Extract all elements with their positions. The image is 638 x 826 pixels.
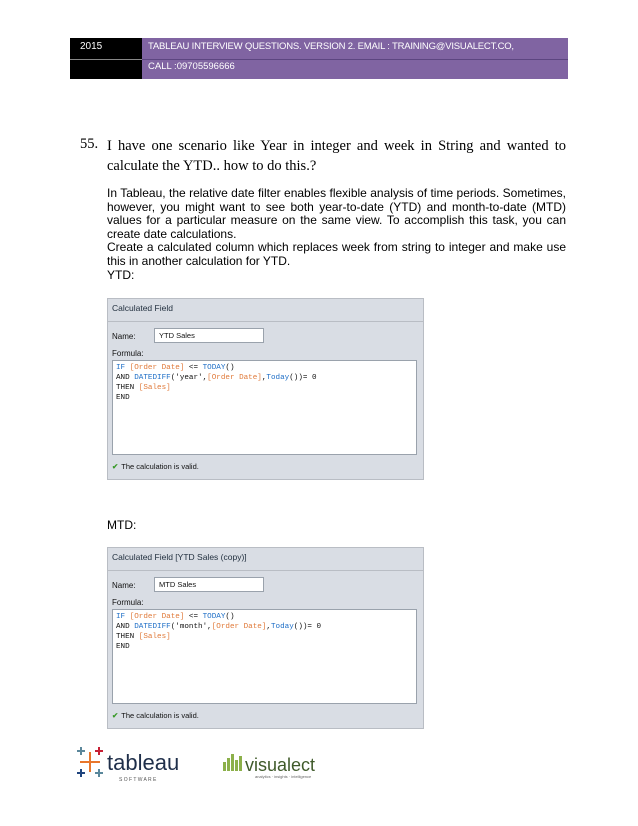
footer-logos xyxy=(75,744,375,784)
mtd-label: MTD: xyxy=(107,518,137,532)
visualect-subtitle: analytics · insights · intelligence xyxy=(255,774,312,779)
name-label: Name: xyxy=(112,332,136,341)
dialog-divider xyxy=(108,570,423,571)
header-title-divider xyxy=(142,59,568,60)
dialog-divider xyxy=(108,321,423,322)
question-text: I have one scenario like Year in integer and week in String and wanted to calculate the YTD.. how to do this.? xyxy=(107,138,566,174)
header-divider xyxy=(70,59,142,60)
header-year: 2015 xyxy=(80,41,103,52)
name-label: Name: xyxy=(112,581,136,590)
header-title-line1: TABLEAU INTERVIEW QUESTIONS. VERSION 2. EMAIL : TRAINING@VISUALECT.CO, xyxy=(148,41,514,52)
tableau-subtitle: S O F T W A R E xyxy=(119,777,157,783)
check-icon: ✔ xyxy=(112,711,119,720)
question-number: 55. xyxy=(80,136,99,152)
ytd-calculated-field-dialog xyxy=(107,298,424,480)
header-title-block xyxy=(142,38,568,79)
header-title-line2: CALL :09705596666 xyxy=(148,61,235,72)
header-year-block xyxy=(70,38,142,79)
answer-paragraph-2: Create a calculated column which replaces week from string to integer and make use this in another calculation for YTD. xyxy=(107,240,566,268)
validation-status: ✔ The calculation is valid. xyxy=(112,462,199,471)
tableau-logo xyxy=(75,744,375,784)
mtd-calculated-field-dialog xyxy=(107,547,424,729)
answer-paragraph-1: In Tableau, the relative date filter enables flexible analysis of time periods. Sometimes, however, you might want to see both year-to-date (YTD) and month-to-date (MTD) values for a particular measure on the same view. To accomplish this task, you can create date calculations. xyxy=(107,186,566,241)
answer-body xyxy=(107,187,566,282)
dialog-title: Calculated Field xyxy=(112,303,173,313)
formula-editor[interactable]: IF [Order Date] <= TODAY() AND DATEDIFF('month',[Order Date],Today())= 0 THEN [Sales] END xyxy=(112,609,417,704)
ytd-label: YTD: xyxy=(107,267,135,282)
tableau-wordmark: tableau xyxy=(107,750,180,775)
dialog-title: Calculated Field [YTD Sales (copy)] xyxy=(112,552,247,562)
formula-editor[interactable]: IF [Order Date] <= TODAY() AND DATEDIFF('year',[Order Date],Today())= 0 THEN [Sales] END xyxy=(112,360,417,455)
name-input[interactable]: YTD Sales xyxy=(154,328,264,343)
visualect-wordmark: visualect xyxy=(245,755,316,775)
name-input[interactable]: MTD Sales xyxy=(154,577,264,592)
formula-label: Formula: xyxy=(112,598,144,607)
check-icon: ✔ xyxy=(112,462,119,471)
formula-label: Formula: xyxy=(112,349,144,358)
validation-status: ✔ The calculation is valid. xyxy=(112,711,199,720)
